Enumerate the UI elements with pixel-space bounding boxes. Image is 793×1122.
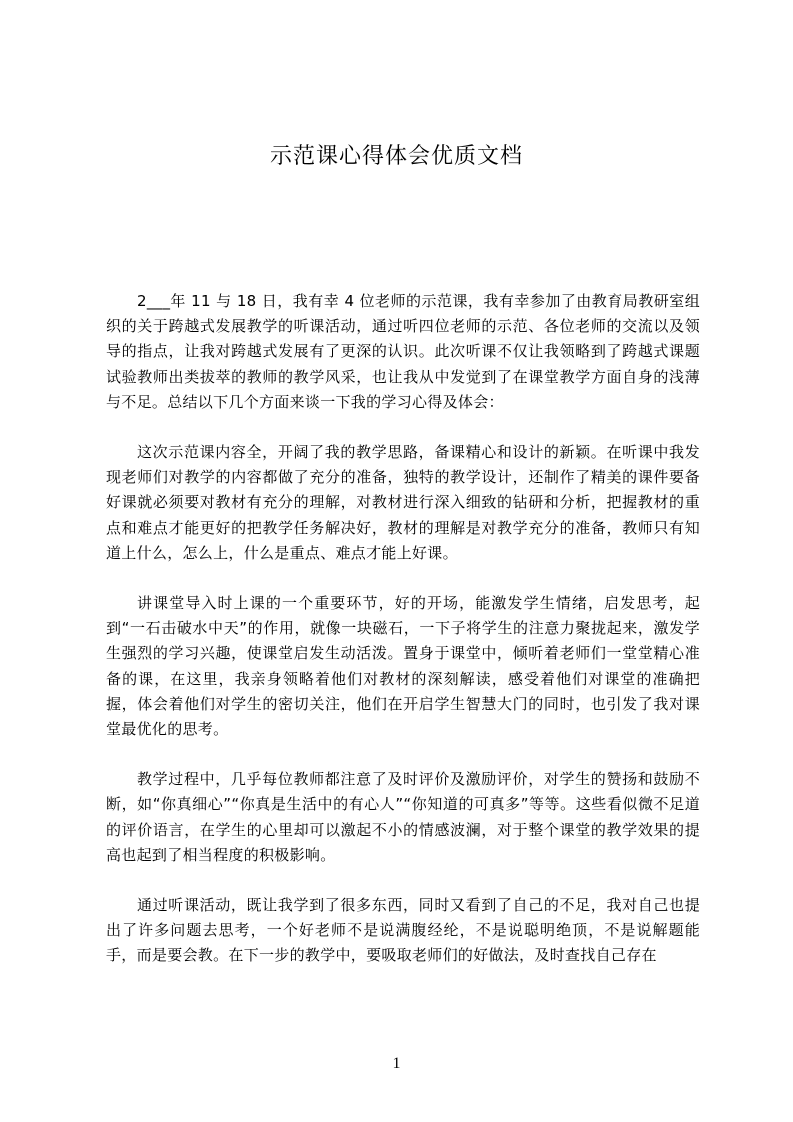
document-body (106, 289, 700, 994)
page-number: 1 (392, 1055, 401, 1072)
paragraph-1: 2___年 11 与 18 日，我有幸 4 位老师的示范课，我有幸参加了由教育局教研室组织的关于跨越式发展教学的听课活动，通过听四位老师的示范、各位老师的交流以及领导的指点，让我对跨越式发展有了更深的认识。此次听课不仅让我领略到了跨越式课题试验教师出类拔萃的教师的教学风采，也让我从中发觉到了在课堂教学方面自身的浅薄与不足。总结以下几个方面来谈一下我的学习心得及体会： (106, 292, 700, 411)
document-title: 示范课心得体会优质文档 (269, 144, 523, 169)
paragraph-2: 这次示范课内容全，开阔了我的教学思路，备课精心和设计的新颖。在听课中我发现老师们对教学的内容都做了充分的准备，独特的教学设计，还制作了精美的课件要备好课就必须要对教材有充分的理解，对教材进行深入细致的钻研和分析，把握教材的重点和难点才能更好的把教学任务解决好，教材的理解是对教学充分的准备，教师只有知道上什么，怎么上，什么是重点、难点才能上好课。 (106, 443, 700, 562)
paragraph-3: 讲课堂导入时上课的一个重要环节，好的开场，能激发学生情绪，启发思考，起到“一石击破水中天”的作用，就像一块磁石，一下子将学生的注意力聚拢起来，激发学生强烈的学习兴趣，使课堂启发生动活泼。置身于课堂中，倾听着老师们一堂堂精心准备的课，在这里，我亲身领略着他们对教材的深刻解读，感受着他们对课堂的准确把握，体会着他们对学生的密切关注，他们在开启学生智慧大门的同时，也引发了我对课堂最优化的思考。 (106, 594, 700, 739)
paragraph-4: 教学过程中，几乎每位教师都注意了及时评价及激励评价，对学生的赞扬和鼓励不断，如“你真细心”“你真是生活中的有心人”“你知道的可真多”等等。这些看似微不足道的评价语言，在学生的心里却可以激起不小的情感波澜，对于整个课堂的教学效果的提高也起到了相当程度的积极影响。 (106, 770, 700, 864)
paragraph-5: 通过听课活动，既让我学到了很多东西，同时又看到了自己的不足，我对自己也提出了许多问题去思考，一个好老师不是说满腹经纶，不是说聪明绝顶，不是说解题能手，而是要会教。在下一步的教学中，要吸取老师们的好做法，及时查找自己存在 (106, 896, 700, 965)
